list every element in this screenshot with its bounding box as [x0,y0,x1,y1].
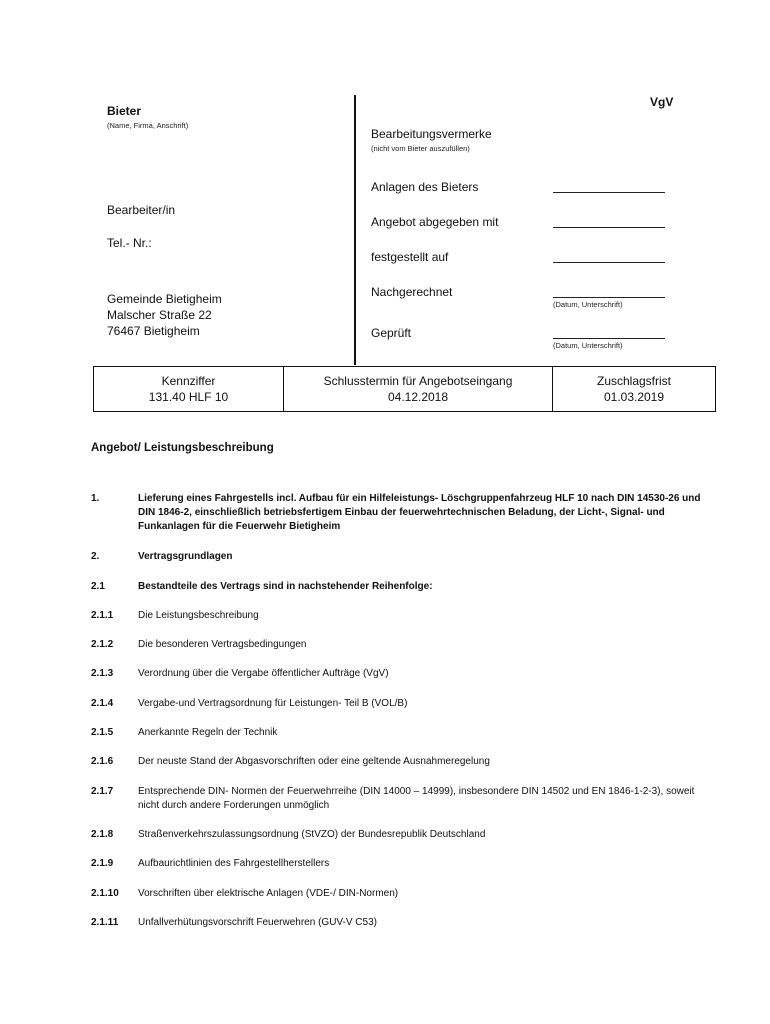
address-line: Malscher Straße 22 [107,308,212,322]
item-text: Der neuste Stand der Abgasvorschriften oder eine geltende Ausnahmeregelung [138,756,490,767]
item-number: 2.1.1 [91,610,114,621]
item-number: 2.1.3 [91,668,114,679]
box-label: Schlusstermin für Angebotseingang [323,374,513,388]
item-number: 2.1.7 [91,786,114,797]
notes-subtitle: (nicht vom Bieter auszufüllen) [371,144,470,153]
signature-line [553,338,665,339]
item-number: 2.1.5 [91,727,114,738]
item-text: Vergabe-und Vertragsordnung für Leistungen- Teil B (VOL/B) [138,698,408,709]
item-number: 2.1.8 [91,829,114,840]
regulation-label: VgV [650,95,674,109]
section-number: 2. [91,551,100,562]
section-heading: Angebot/ Leistungsbeschreibung [91,442,274,454]
item-number: 2.1.10 [91,888,119,899]
item-number: 2.1.2 [91,639,114,650]
item-number: 2.1.11 [91,917,119,928]
bidder-heading: Bieter [107,104,142,118]
signature-line [553,297,665,298]
recipient-address [107,291,222,339]
address-line: 76467 Bietigheim [107,324,200,338]
bidder-subtitle: (Name, Firma, Anschrift) [107,121,189,130]
signature-line [553,262,665,263]
signature-line [553,192,665,193]
item-number: 2.1.9 [91,858,114,869]
item-text: Anerkannte Regeln der Technik [138,727,278,738]
notes-row-label: Anlagen des Bieters [371,180,479,194]
phone-label: Tel.- Nr.: [107,236,152,250]
item-text: Die Leistungsbeschreibung [138,610,259,621]
reference-box [93,366,284,412]
item-text: Verordnung über die Vergabe öffentlicher Aufträge (VgV) [138,668,389,679]
item-text: Vorschriften über elektrische Anlagen (VDE-/ DIN-Normen) [138,888,399,899]
item-number: 2.1.6 [91,756,114,767]
box-value: 04.12.2018 [387,390,449,404]
section-text: Vertragsgrundlagen [138,551,233,562]
box-value: 01.03.2019 [603,390,665,404]
address-line: Gemeinde Bietigheim [107,292,222,306]
box-label: Zuschlagsfrist [596,374,672,388]
award-period-box [552,366,716,412]
notes-row-label: Nachgerechnet [371,285,453,299]
clerk-label: Bearbeiter/in [107,203,176,217]
item-text: Unfallverhütungsvorschrift Feuerwehren (GUV-V C53) [138,917,377,928]
section-number: 1. [91,493,100,504]
box-value: 131.40 HLF 10 [148,390,229,404]
item-text: Straßenverkehrszulassungsordnung (StVZO) der Bundesrepublik Deutschland [138,829,486,840]
section-text: Bestandteile des Vertrags sind in nachstehender Reihenfolge: [138,581,433,592]
signature-line [553,227,665,228]
column-divider [354,95,356,365]
item-number: 2.1.4 [91,698,114,709]
box-label: Kennziffer [161,374,216,388]
signature-caption: (Datum, Unterschrift) [553,300,623,309]
item-text: Entsprechende DIN- Normen der Feuerwehrreihe (DIN 14000 – 14999), insbesondere DIN 14502 und EN 1846-1-2-3), soweit nicht durch andere Forderungen unmöglich [138,786,695,811]
notes-title: Bearbeitungsvermerke [371,127,492,141]
section-text: Lieferung eines Fahrgestells incl. Aufbau für ein Hilfeleistungs- Löschgruppenfahrzeug HLF 10 nach DIN 14530-26 und DIN 1846-2, einschließlich betriebsfertigem Einbau der feuerwehrtechnischen Beladung, der Licht-, Signal- und Funkanlagen für die Feuerwehr Bietigheim [138,493,701,532]
notes-row-label: festgestellt auf [371,250,449,264]
notes-row-label: Geprüft [371,326,412,340]
item-text: Die besonderen Vertragsbedingungen [138,639,307,650]
signature-caption: (Datum, Unterschrift) [553,341,623,350]
deadline-box [283,366,553,412]
notes-row-label: Angebot abgegeben mit [371,215,499,229]
section-number: 2.1 [91,581,105,592]
item-text: Aufbaurichtlinien des Fahrgestellherstellers [138,858,330,869]
